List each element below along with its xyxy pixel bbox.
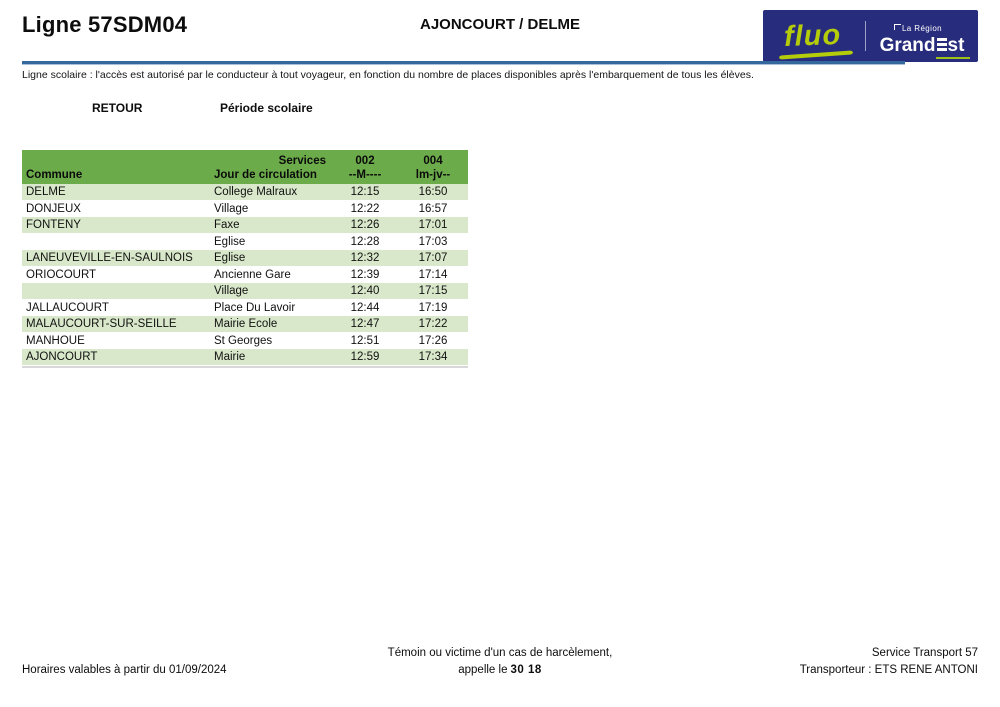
harassment-number: 30 18 [510,664,542,677]
stop-cell: Village [214,202,249,215]
time-cell-service-002: 12:51 [350,334,380,347]
logo-divider [865,21,866,51]
harassment-line2: appelle le 30 18 [458,664,542,677]
time-cell-service-002: 12:47 [350,318,380,330]
harassment-notice [300,645,700,680]
period-label: Période scolaire [220,101,313,115]
school-line-note: Ligne scolaire : l'accès est autorisé par le conducteur à tout voyageur, en fonction du nombre de places disponibles après l'embarquement de tous les élèves. [22,69,754,81]
stop-cell: Village [214,285,249,297]
table-row [22,300,468,317]
grandest-logo [872,18,978,55]
region-name-prefix: Grand [879,34,936,56]
table-row [22,201,468,218]
time-cell-service-004: 16:57 [418,202,448,215]
time-cell-service-004: 17:07 [418,252,448,264]
fluo-logo-text: fluo [783,18,843,53]
stop-cell: Mairie [214,351,246,363]
commune-cell: ORIOCOURT [26,268,97,281]
time-cell-service-004: 17:19 [418,301,448,314]
timetable-rows [22,184,468,366]
stop-cell: Mairie Ecole [214,318,278,330]
time-cell-service-004: 17:01 [418,219,448,231]
time-cell-service-002: 12:28 [350,235,380,248]
commune-column-label: Commune [26,169,83,181]
table-row [22,267,468,284]
validity-note: Horaires valables à partir du 01/09/2024 [22,664,227,676]
direction-label: RETOUR [92,101,143,115]
empty-header-cell [22,153,214,167]
timetable-header [22,150,468,184]
time-cell-service-002: 12:26 [350,219,380,231]
service-name: Service Transport 57 [871,647,978,659]
time-cell-service-002: 12:44 [350,301,380,314]
table-row [22,234,468,251]
table-row [22,250,468,267]
route-title: AJONCOURT / DELME [419,16,580,33]
time-cell-service-004: 17:22 [418,318,448,330]
region-name-suffix: st [947,34,965,56]
services-label: Services [278,155,326,167]
fluo-grandest-logo [763,10,978,62]
stop-cell: Faxe [214,219,240,231]
time-cell-service-004: 17:15 [418,285,448,297]
est-underline-icon [936,57,970,59]
table-row [22,333,468,350]
table-row [22,217,468,234]
service-code: 004 [423,155,443,167]
commune-cell [22,234,214,250]
timetable-header-row-days [22,167,468,184]
service-days: --M---- [348,169,382,181]
harassment-line1: Témoin ou victime d'un cas de harcèlement, [387,647,613,659]
stop-cell: Ancienne Gare [214,268,291,281]
timetable [22,150,468,368]
time-cell-service-002: 12:59 [350,351,380,363]
commune-cell: MANHOUE [26,334,85,347]
table-row [22,349,468,366]
time-cell-service-004: 17:26 [418,334,448,347]
time-cell-service-002: 12:39 [350,268,380,281]
page-title: Ligne 57SDM04 [22,12,188,37]
commune-cell: LANEUVEVILLE-EN-SAULNOIS [26,252,193,264]
region-tagline: La Région [898,24,946,33]
region-name [872,36,972,55]
stop-cell: Place Du Lavoir [214,301,296,314]
time-cell-service-002: 12:22 [350,202,380,215]
commune-cell: FONTENY [26,219,81,231]
time-cell-service-002: 12:32 [350,252,380,264]
service-days: lm-jv-- [415,169,451,181]
stop-cell: Eglise [214,235,246,248]
transport-info [678,645,978,680]
transporter-name: Transporteur : ETS RENE ANTONI [799,664,978,677]
stop-cell: College Malraux [214,186,298,198]
commune-cell [22,283,214,299]
time-cell-service-004: 16:50 [418,186,448,198]
commune-cell: DONJEUX [26,202,81,215]
commune-cell: AJONCOURT [26,351,98,363]
commune-cell: MALAUCOURT-SUR-SEILLE [26,318,177,330]
time-cell-service-002: 12:40 [350,285,380,297]
stop-cell: St Georges [214,334,273,347]
stylized-e-icon [937,38,947,51]
table-row [22,184,468,201]
time-cell-service-004: 17:14 [418,268,448,281]
stop-cell: Eglise [214,252,246,264]
service-code: 002 [355,155,375,167]
fluo-logo [763,18,863,53]
stop-column-label: Jour de circulation [214,169,317,181]
table-row [22,283,468,300]
commune-cell: DELME [26,186,66,198]
time-cell-service-004: 17:03 [418,235,448,248]
timetable-header-row-services [22,150,468,167]
table-row [22,316,468,333]
commune-cell: JALLAUCOURT [26,301,109,314]
header-rule [22,61,905,65]
time-cell-service-004: 17:34 [418,351,448,363]
time-cell-service-002: 12:15 [350,186,380,198]
